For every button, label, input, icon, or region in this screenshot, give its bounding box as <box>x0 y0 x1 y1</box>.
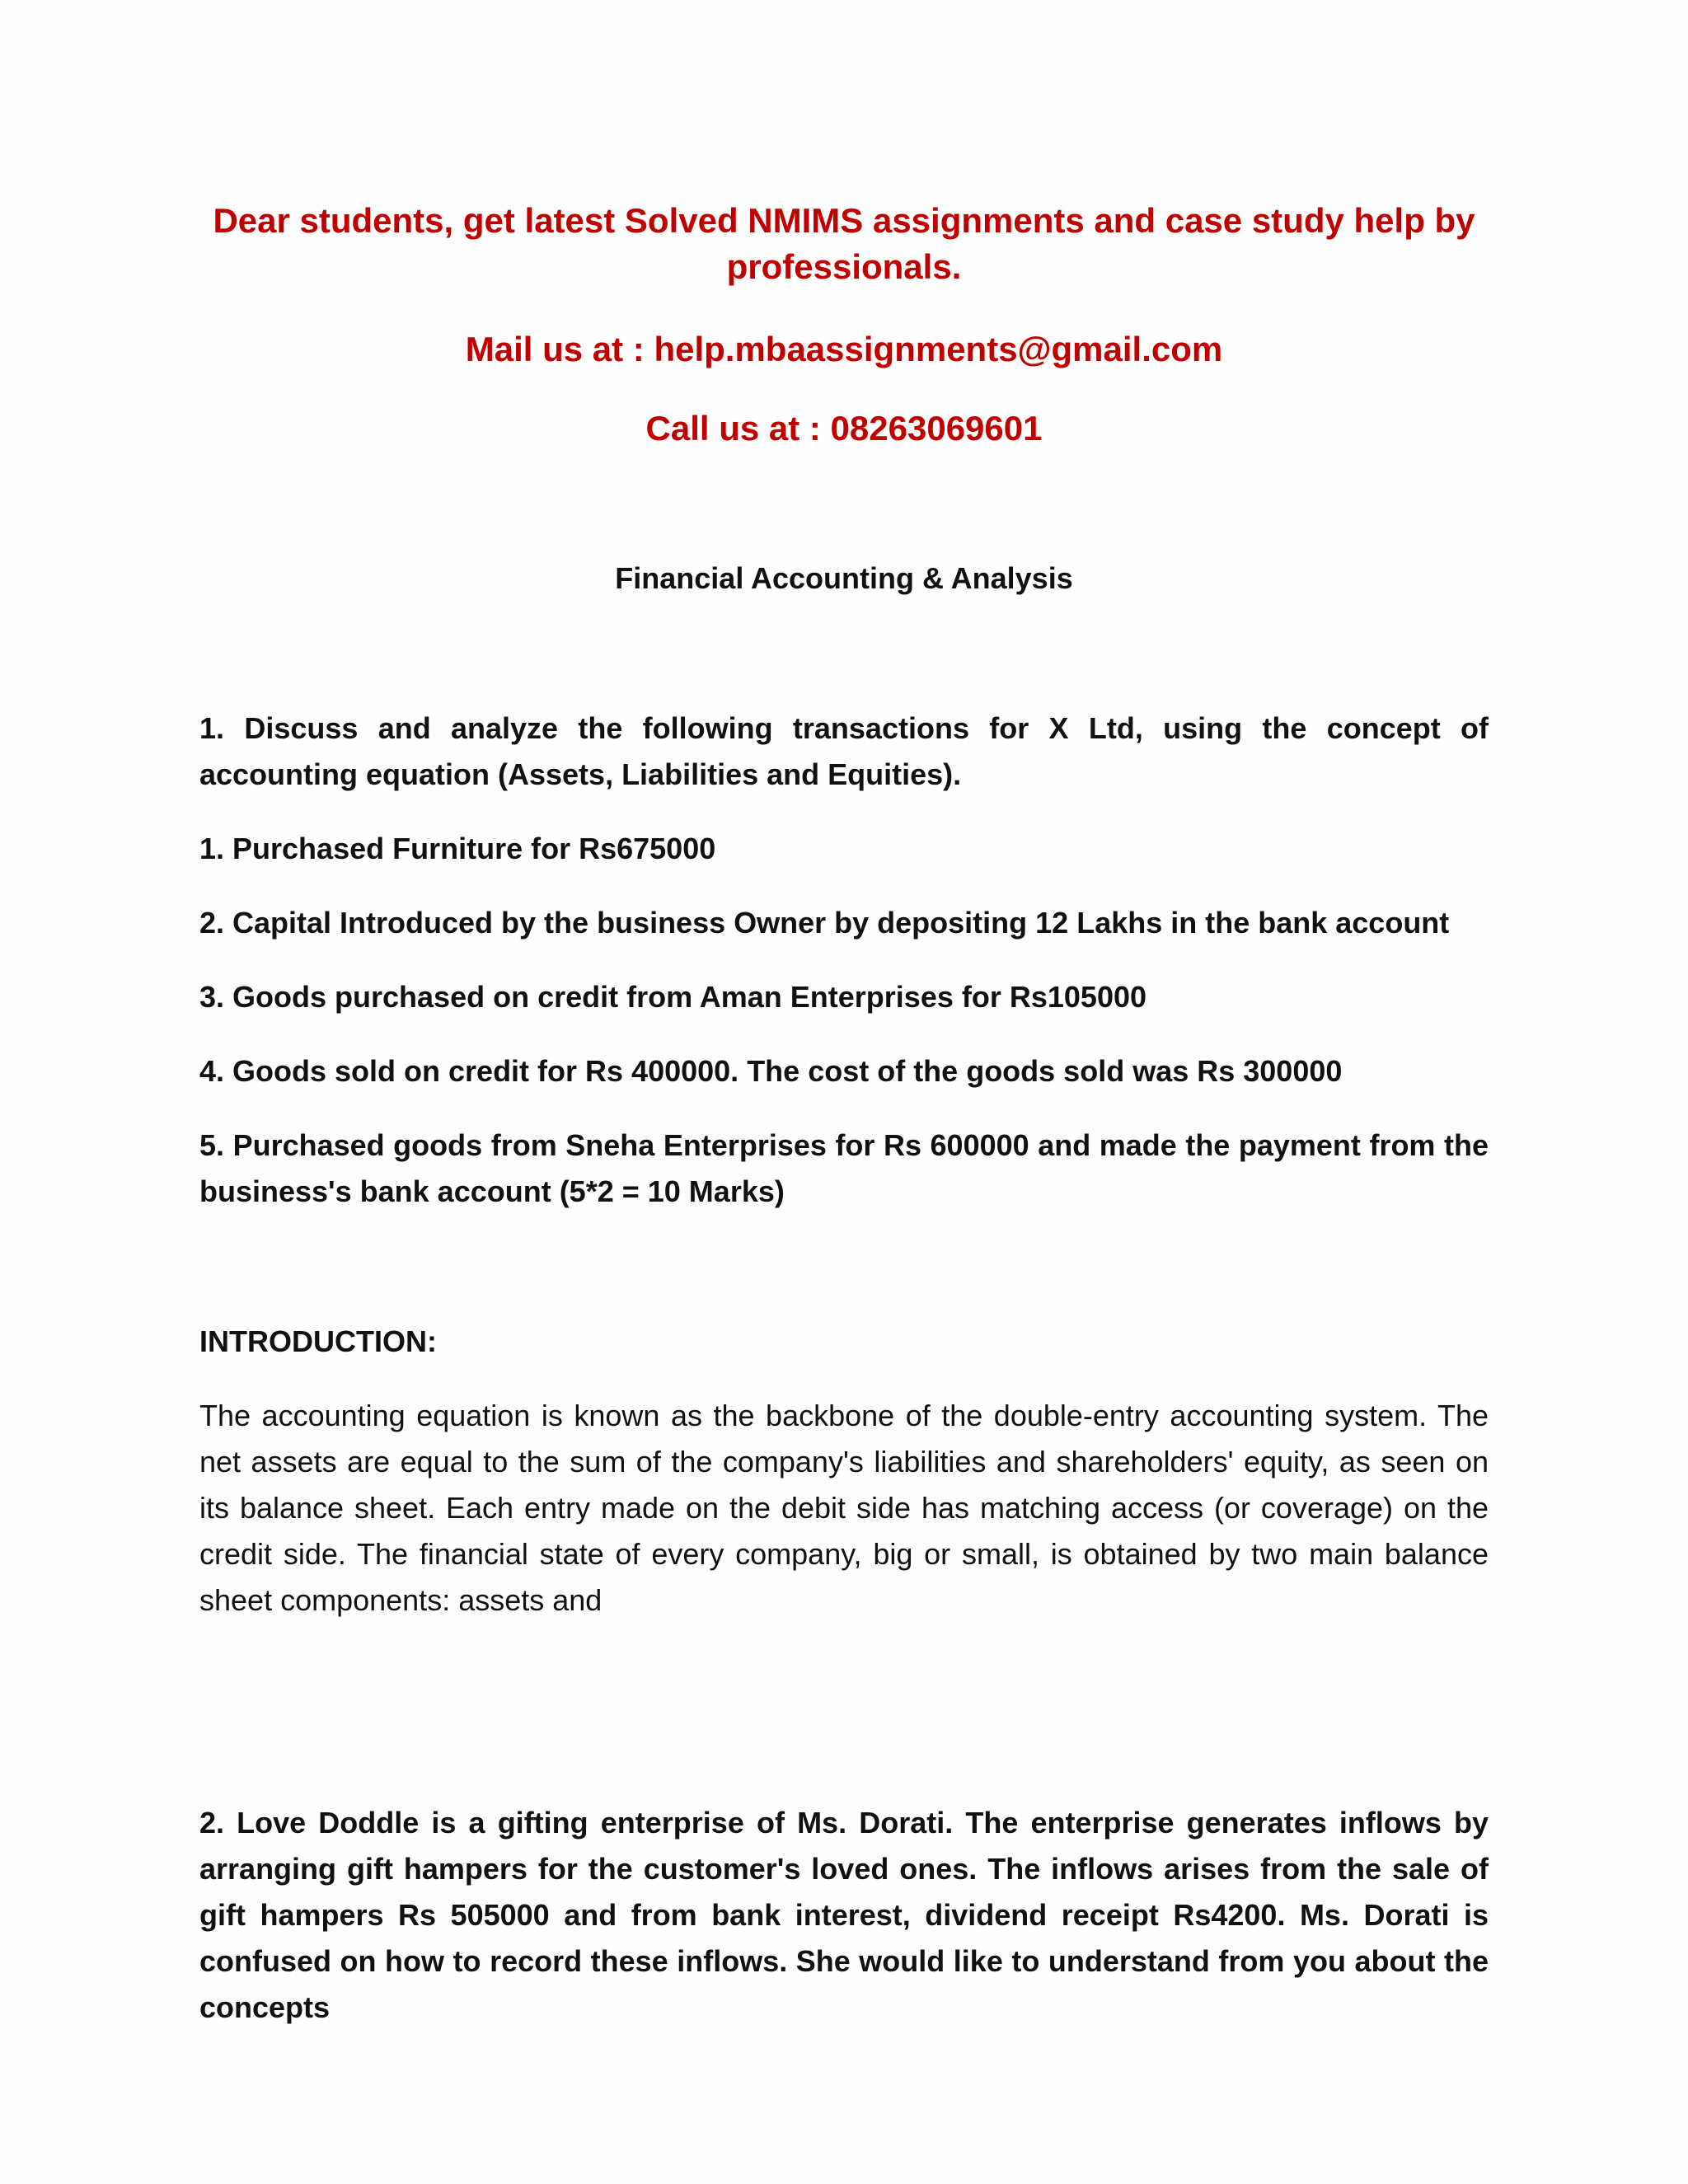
introduction-heading: INTRODUCTION: <box>199 1324 437 1358</box>
question-1-item: 2. Capital Introduced by the business Owner by depositing 12 Lakhs in the bank account <box>199 906 1450 940</box>
question-1-item: 4. Goods sold on credit for Rs 400000. The cost of the goods sold was Rs 300000 <box>199 1054 1343 1088</box>
introduction-paragraph: The accounting equation is known as the backbone of the double-entry accounting system. The net assets are equal to the sum of the company's liabilities and shareholders' equity, as seen on its balance sheet. Each entry made on the debit side has matching access (or coverage) on the credit side. The financial state of every company, big or small, is obtained by two main balance sheet components: assets and <box>199 1399 1489 1617</box>
question-1-item: 3. Goods purchased on credit from Aman Enterprises for Rs105000 <box>199 980 1147 1014</box>
question-1-heading: 1. Discuss and analyze the following transactions for X Ltd, using the concept of accounting equation (Assets, Liabilities and Equities). <box>199 711 1489 791</box>
question-1-item: 5. Purchased goods from Sneha Enterprises for Rs 600000 and made the payment from the business's bank account (5*2 = 10 Marks) <box>199 1128 1489 1208</box>
question-1-item: 1. Purchased Furniture for Rs675000 <box>199 832 716 865</box>
document-title: Financial Accounting & Analysis <box>615 561 1073 595</box>
question-2-paragraph: 2. Love Doddle is a gifting enterprise of Ms. Dorati. The enterprise generates inflows by arranging gift hampers for the customer's loved ones. The inflows arises from the sale of gift hampers Rs 505000 and from bank interest, dividend receipt Rs4200. Ms. Dorati is confused on how to record these inflows. She would like to understand from you about the concepts <box>199 1806 1489 2024</box>
promo-headline: Dear students, get latest Solved NMIMS assignments and case study help by professionals. <box>213 201 1475 286</box>
promo-call: Call us at : 08263069601 <box>645 409 1043 448</box>
promo-mail: Mail us at : help.mbaassignments@gmail.com <box>465 330 1223 368</box>
